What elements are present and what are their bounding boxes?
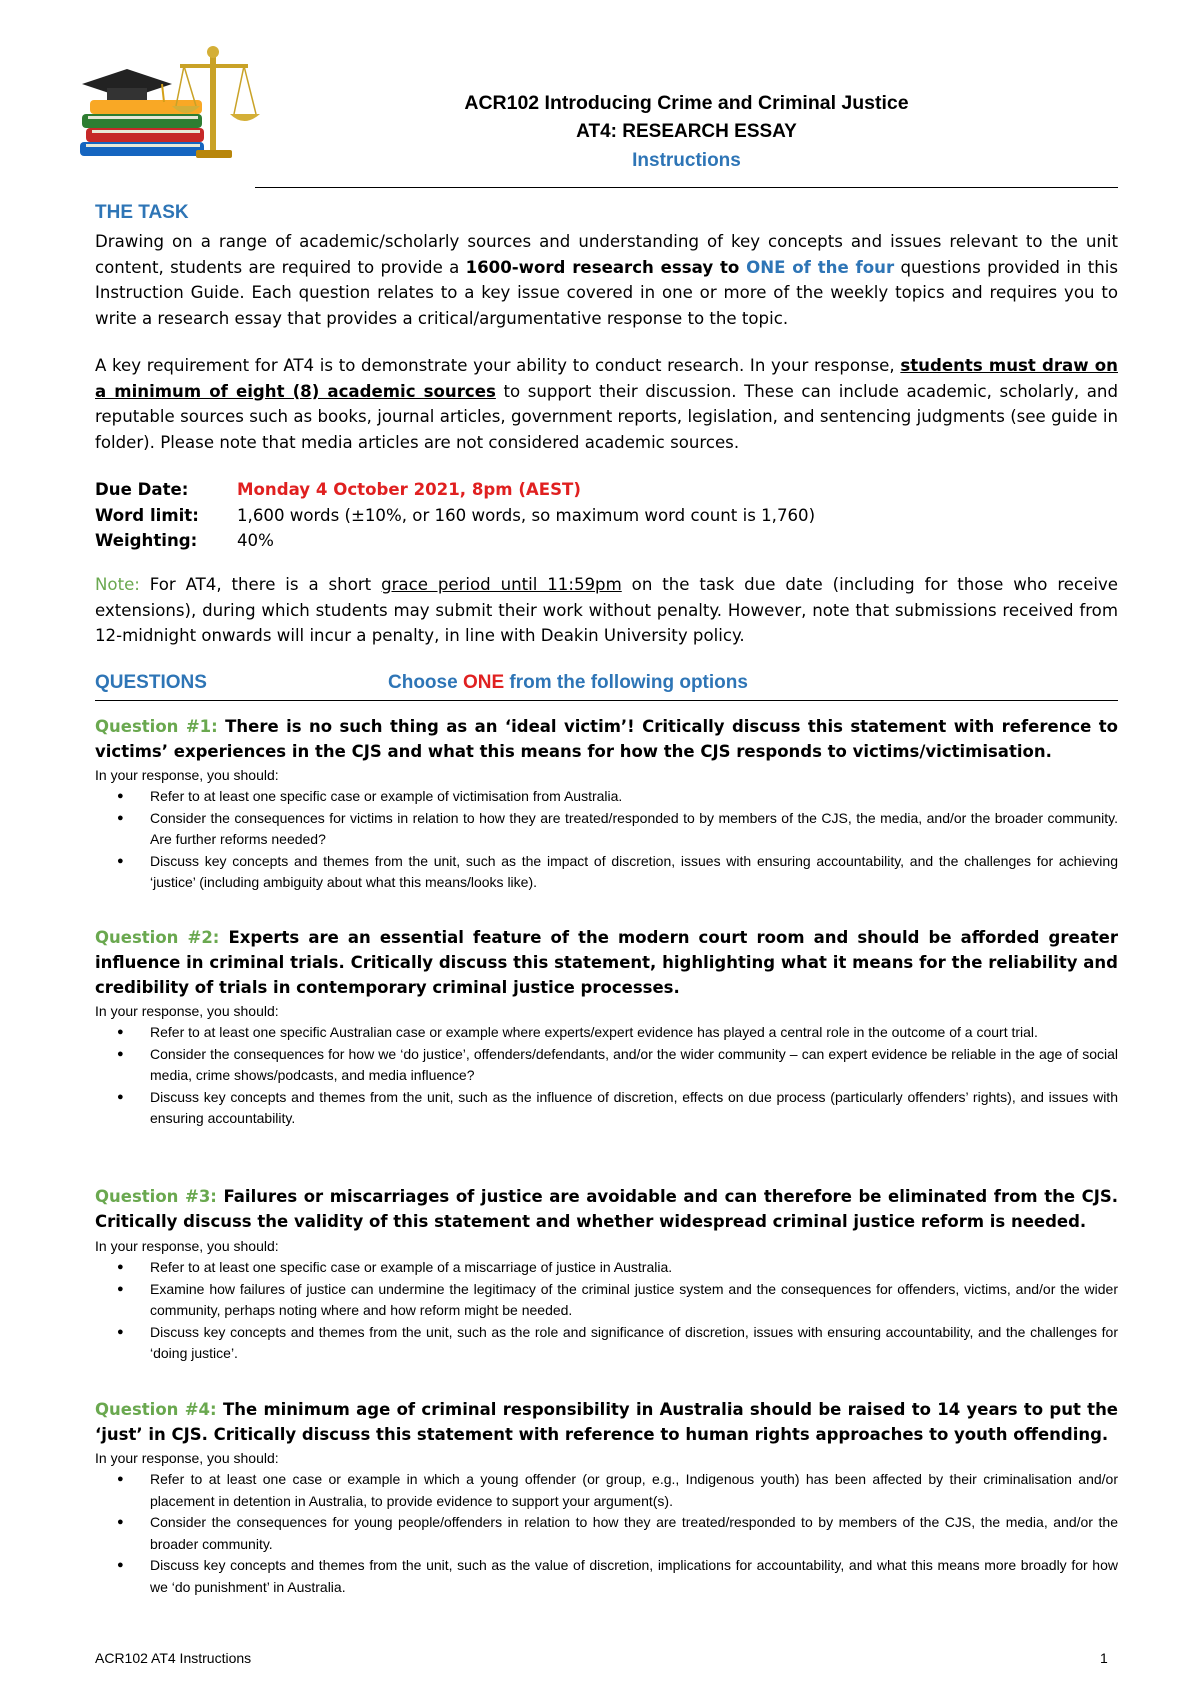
list-item: ● Refer to at least one specific case or example of victimisation from Australia. [95, 786, 1118, 808]
task-p2-text: A key requirement for AT4 is to demonstrate your ability to conduct research. In your response, [95, 356, 901, 375]
note-label: Note: [95, 575, 140, 594]
header-divider [255, 187, 1118, 188]
response-intro-2: In your response, you should: [95, 1003, 279, 1019]
list-item: ● Discuss key concepts and themes from the unit, such as the role and significance of discretion, issues with ensuring accountability, and the challenges for ‘doing justice’. [95, 1322, 1118, 1365]
question-2 [95, 925, 1118, 1000]
question-3-text: Failures or miscarriages of justice are avoidable and can therefore be eliminated from the CJS. Critically discuss the validity of this statement and whether widespread criminal justice reform is needed. [95, 1187, 1118, 1231]
task-p1-bold: 1600-word research essay to [465, 257, 747, 277]
list-item: ● Discuss key concepts and themes from the unit, such as the value of discretion, implications for accountability, and what this means more broadly for how we ‘do punishment’ in Australia. [95, 1555, 1118, 1598]
questions-divider [95, 700, 1118, 701]
choose-one-highlight: ONE [462, 672, 505, 693]
question-4-text: The minimum age of criminal responsibility in Australia should be raised to 14 years to put the ‘just’ in CJS. Critically discuss this statement with reference to human rights approaches to youth offending. [95, 1400, 1119, 1444]
task-p1-rest: questions provided in this Instruction Guide. Each question relates to a key issue covered in one or more of the weekly topics and requires you to write a research essay that provides a critical/argumentative response to the topic. [95, 257, 1118, 328]
task-p2-requirement: students must draw on a minimum of eight (8) academic sources [95, 356, 1118, 401]
question-4-label: Question #4: [95, 1400, 217, 1419]
task-p1-highlight: ONE of the four [746, 257, 895, 277]
question-2-bullets [95, 1022, 1118, 1130]
question-2-label: Question #2: [95, 928, 220, 947]
task-p1-text: Drawing on a range of academic/scholarly sources and understanding of key concepts and issues relevant to the unit content, students are required to provide a [95, 232, 1118, 277]
footer-text: ACR102 AT4 Instructions [95, 1650, 252, 1666]
list-item: ● Consider the consequences for young people/offenders in relation to how they are treated/responded to by members of the CJS, the media, and/or the broader community. [95, 1512, 1118, 1555]
question-1-bullets [95, 786, 1118, 894]
weighting-label: Weighting: [95, 531, 198, 550]
due-date-value: Monday 4 October 2021, 8pm (AEST) [237, 480, 581, 499]
choose-rest: from the following options [504, 672, 748, 693]
task-p2-rest: to support their discussion. These can include academic, scholarly, and reputable sources such as books, journal articles, government reports, legislation, and sentencing judgments (see guide in folder). Please note that media articles are not considered academic sources. [95, 381, 1118, 452]
note-paragraph [95, 572, 1118, 649]
response-intro-3: In your response, you should: [95, 1238, 279, 1254]
question-4 [95, 1397, 1118, 1447]
task-heading: THE TASK [95, 202, 189, 223]
assessment-title: AT4: RESEARCH ESSAY [576, 121, 797, 142]
note-text: For AT4, there is a short [139, 575, 382, 594]
question-1 [95, 714, 1118, 764]
question-1-text: There is no such thing as an ‘ideal victim’! Critically discuss this statement with reference to victims’ experiences in the CJS and what this means for how the CJS responds to victims/victimisation. [95, 717, 1119, 761]
question-4-bullets [95, 1469, 1118, 1598]
assessment-details [95, 477, 1118, 554]
page-number: 1 [1100, 1650, 1108, 1666]
list-item: ● Refer to at least one specific Australian case or example where experts/expert evidence has played a central role in the outcome of a court trial. [95, 1022, 1118, 1044]
question-1-label: Question #1: [95, 717, 218, 736]
due-date-label: Due Date: [95, 480, 189, 499]
course-title: ACR102 Introducing Crime and Criminal Justice [464, 92, 909, 114]
question-3 [95, 1184, 1118, 1234]
list-item: ● Discuss key concepts and themes from the unit, such as the impact of discretion, issues with ensuring accountability, and the challenges for achieving ‘justice’ (including ambiguity about what this means/looks like). [95, 851, 1118, 894]
task-paragraph-1 [95, 229, 1118, 331]
list-item: ● Refer to at least one case or example in which a young offender (or group, e.g., Indigenous youth) has been affected by their criminalisation and/or placement in detention in Australia, to provide evidence to support your argument(s). [95, 1469, 1118, 1512]
list-item: ● Refer to at least one specific case or example of a miscarriage of justice in Australia. [95, 1257, 1118, 1279]
list-item: ● Consider the consequences for how we ‘do justice’, offenders/defendants, and/or the wider community – can expert evidence be reliable in the age of social media, crime shows/podcasts, and media influence? [95, 1044, 1118, 1087]
question-2-text: Experts are an essential feature of the modern court room and should be afforded greater influence in criminal trials. Critically discuss this statement, highlighting what it means for the reliability and credibility of trials in contemporary criminal justice processes. [95, 928, 1118, 997]
question-3-label: Question #3: [95, 1187, 217, 1206]
list-item: ● Consider the consequences for victims in relation to how they are treated/responded to by members of the CJS, the media, and/or the broader community. Are further reforms needed? [95, 808, 1118, 851]
document-subtitle: Instructions [632, 150, 741, 171]
list-item: ● Discuss key concepts and themes from the unit, such as the influence of discretion, effects on due process (particularly offenders’ rights), and issues with ensuring accountability. [95, 1087, 1118, 1130]
response-intro-1: In your response, you should: [95, 767, 279, 783]
grace-period: grace period until 11:59pm [381, 575, 622, 594]
choose-text: Choose [388, 672, 463, 693]
weighting-value: 40% [237, 531, 274, 550]
document-header [255, 88, 1118, 176]
word-limit-value: 1,600 words (±10%, or 160 words, so maximum word count is 1,760) [237, 505, 816, 525]
choose-one-heading [388, 672, 748, 694]
note-rest: on the task due date (including for those who receive extensions), during which students may submit their work without penalty. However, note that submissions received from 12-midnight onwards will incur a penalty, in line with Deakin University policy. [95, 575, 1118, 645]
scales-of-justice-books-icon [72, 44, 272, 162]
word-limit-label: Word limit: [95, 505, 199, 525]
task-paragraph-2 [95, 353, 1118, 455]
response-intro-4: In your response, you should: [95, 1450, 279, 1466]
question-3-bullets [95, 1257, 1118, 1365]
list-item: ● Examine how failures of justice can undermine the legitimacy of the criminal justice system and the consequences for offenders, victims, and/or the wider community, perhaps noting where and how reform might be needed. [95, 1279, 1118, 1322]
questions-heading: QUESTIONS [95, 672, 207, 693]
